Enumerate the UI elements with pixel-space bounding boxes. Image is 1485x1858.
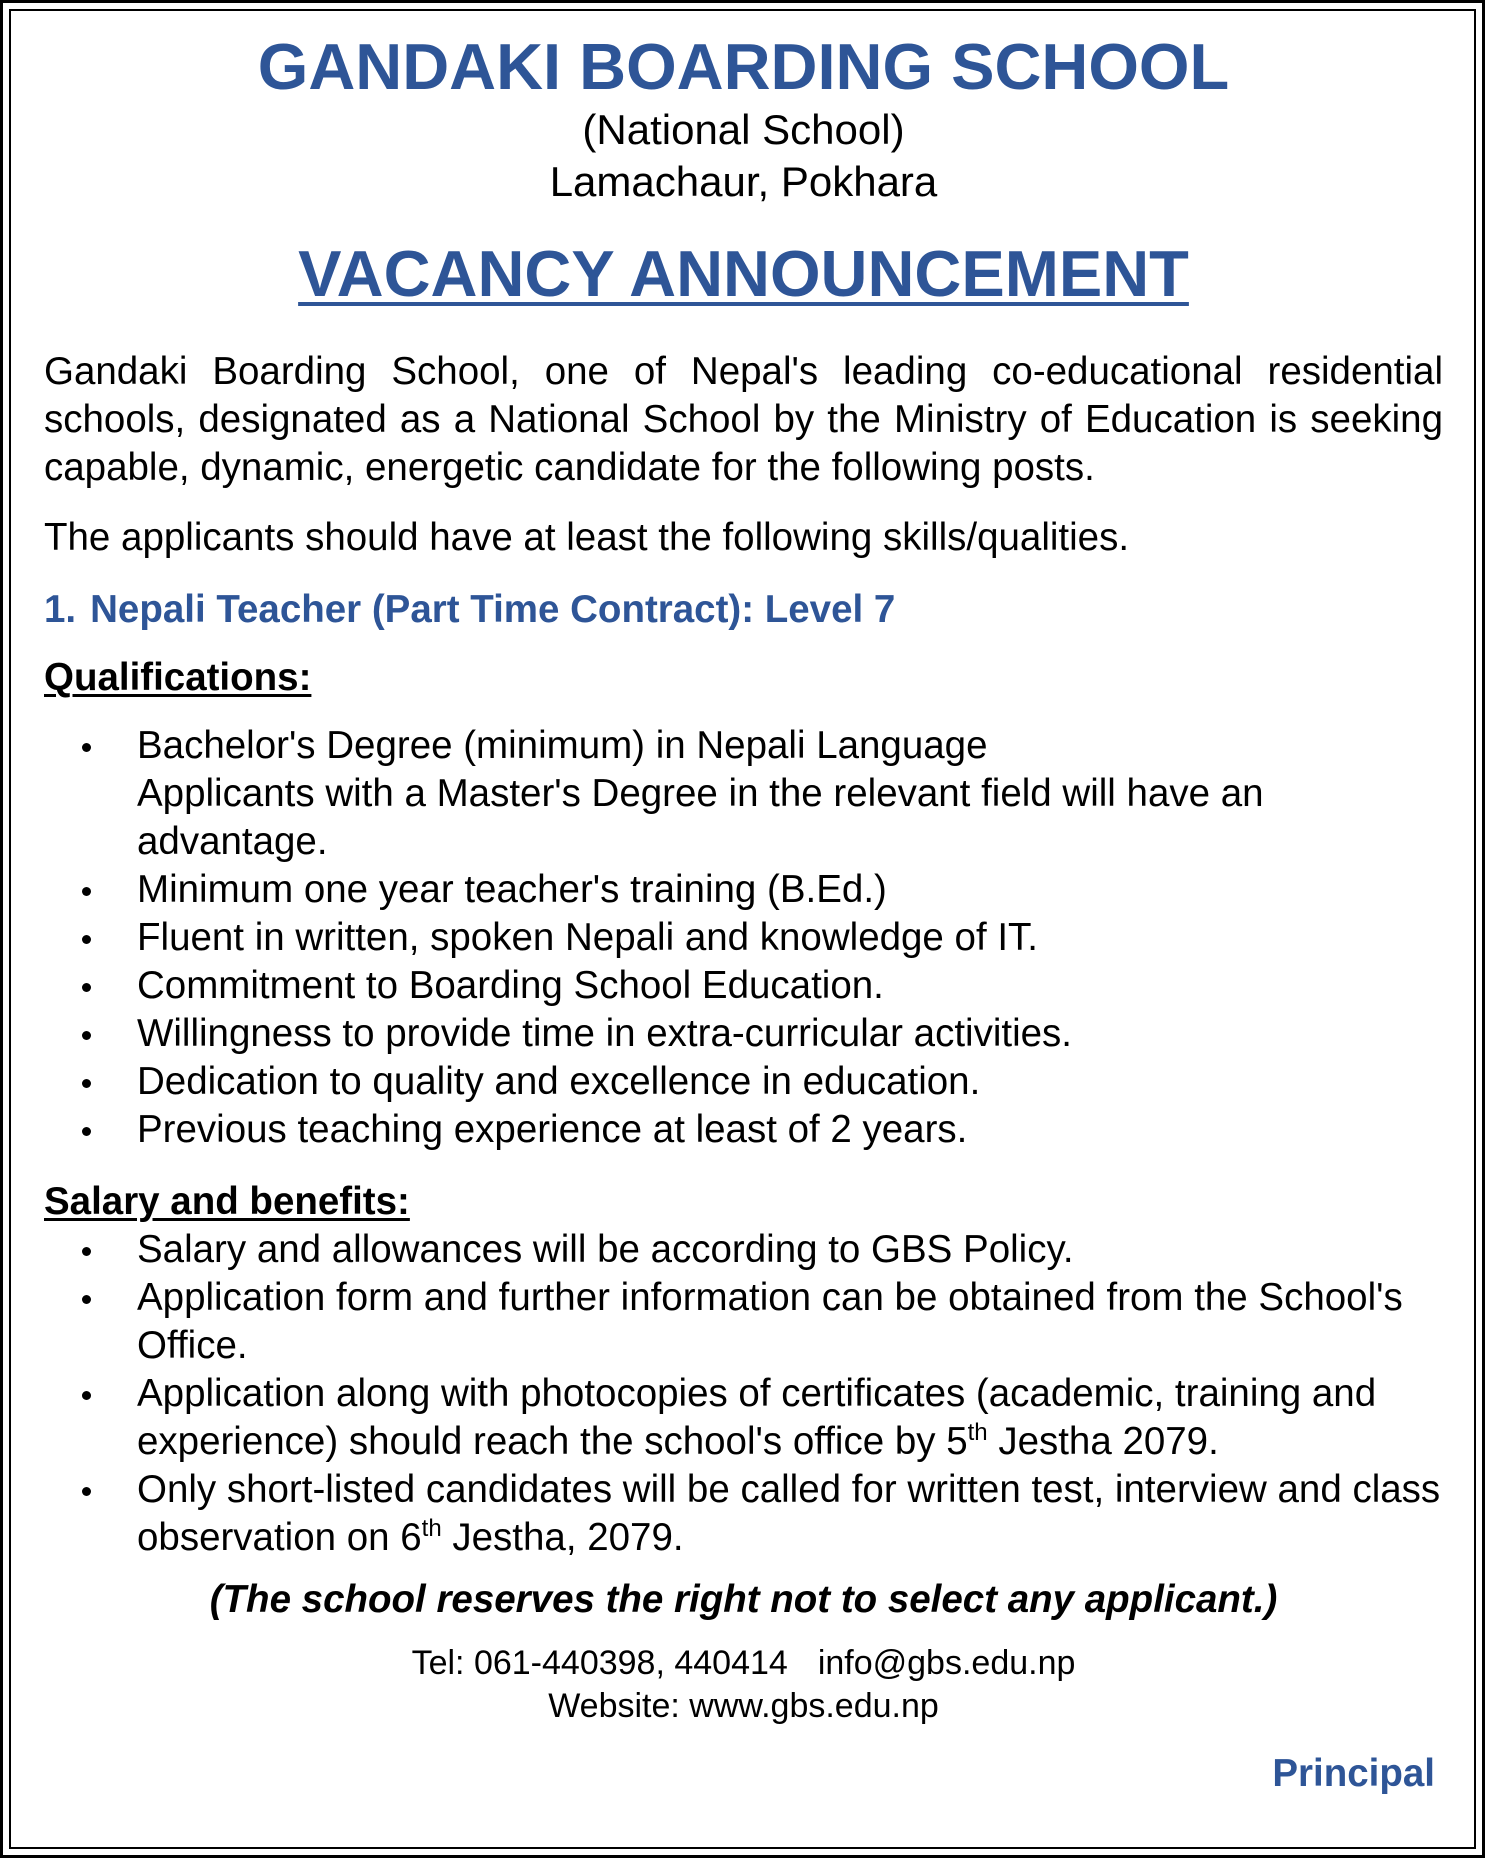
bullet-icon (82, 935, 91, 944)
list-item (44, 1466, 1443, 1562)
bullet-icon (82, 1127, 91, 1136)
qualifications-heading-text: Qualifications: (44, 656, 312, 699)
bullet-icon (82, 1391, 91, 1400)
bullet-icon (82, 1487, 91, 1496)
bullet-icon (82, 743, 91, 752)
bullet-icon (82, 983, 91, 992)
test-date: Jestha, 2079. (441, 1516, 684, 1559)
requirements-line: The applicants should have at least the following skills/qualities. (44, 516, 1130, 559)
announcement-title (44, 234, 1443, 314)
list-item (44, 1226, 1443, 1274)
bullet-icon (82, 1031, 91, 1040)
list-item (44, 722, 1443, 866)
list-item-text: Applicants with a Master's Degree in the relevant field will have an advantage. (137, 772, 1264, 863)
list-item-text: Willingness to provide time in extra-curricular activities. (137, 1012, 1072, 1055)
website-link[interactable]: Website: www.gbs.edu.np (548, 1687, 939, 1725)
qualifications-heading (44, 654, 1443, 702)
announcement-body (44, 30, 1443, 1728)
email-link[interactable]: info@gbs.edu.np (817, 1644, 1076, 1682)
salary-list (44, 1226, 1443, 1562)
contact-info (44, 1642, 1443, 1728)
ordinal-suffix: th (967, 1419, 988, 1447)
post-title (44, 586, 1443, 634)
reservation-note: (The school reserves the right not to select any applicant.) (209, 1578, 1278, 1621)
list-item (44, 866, 1443, 914)
list-item (44, 1106, 1443, 1154)
test-date-text: Only short-listed candidates will be called for written test, interview and class observation on 6 (137, 1468, 1441, 1559)
deadline-date: Jestha 2079. (987, 1420, 1219, 1463)
bullet-icon (82, 1295, 91, 1304)
list-item (44, 1058, 1443, 1106)
list-item-text: Bachelor's Degree (minimum) in Nepali Language (137, 724, 988, 767)
list-item-text: Fluent in written, spoken Nepali and knowledge of IT. (137, 916, 1038, 959)
list-item (44, 1370, 1443, 1466)
list-item-text: Application form and further information can be obtained from the School's Office. (137, 1276, 1403, 1367)
list-item-text: Salary and allowances will be according to GBS Policy. (137, 1228, 1074, 1271)
list-item-text: Commitment to Boarding School Education. (137, 964, 884, 1007)
list-item-text (137, 1468, 1440, 1559)
telephone: Tel: 061-440398, 440414 (411, 1644, 788, 1682)
contact-line (44, 1642, 1443, 1685)
list-item (44, 1010, 1443, 1058)
list-item-text (137, 1372, 1376, 1463)
school-location: Lamachaur, Pokhara (549, 158, 938, 205)
qualifications-list (44, 722, 1443, 1154)
school-subtitle: (National School) (582, 106, 905, 153)
list-item (44, 962, 1443, 1010)
salary-heading-text: Salary and benefits: (44, 1180, 410, 1223)
list-item (44, 1274, 1443, 1370)
bullet-icon (82, 1079, 91, 1088)
deadline-text: Application along with photocopies of certificates (academic, training and experience) should reach the school's office by 5 (137, 1372, 1377, 1463)
intro-paragraph: Gandaki Boarding School, one of Nepal's leading co-educational residential schools, designated as a National School by the Ministry of Education is seeking capable, dynamic, energetic candidate for the following posts. (44, 350, 1443, 489)
school-name: GANDAKI BOARDING SCHOOL (257, 30, 1230, 103)
bullet-icon (82, 1247, 91, 1256)
list-item-text: Dedication to quality and excellence in education. (137, 1060, 981, 1103)
post-title-text: Nepali Teacher (Part Time Contract): Level 7 (90, 588, 896, 631)
salary-heading (44, 1178, 1443, 1226)
ordinal-suffix: th (421, 1515, 442, 1543)
bullet-icon (82, 887, 91, 896)
list-item-text: Minimum one year teacher's training (B.Ed.) (137, 868, 887, 911)
list-item-text: Previous teaching experience at least of 2 years. (137, 1108, 968, 1151)
signature-principal: Principal (1272, 1752, 1435, 1795)
announcement-title-text: VACANCY ANNOUNCEMENT (298, 237, 1189, 310)
post-number: 1. (44, 588, 77, 631)
list-item (44, 914, 1443, 962)
